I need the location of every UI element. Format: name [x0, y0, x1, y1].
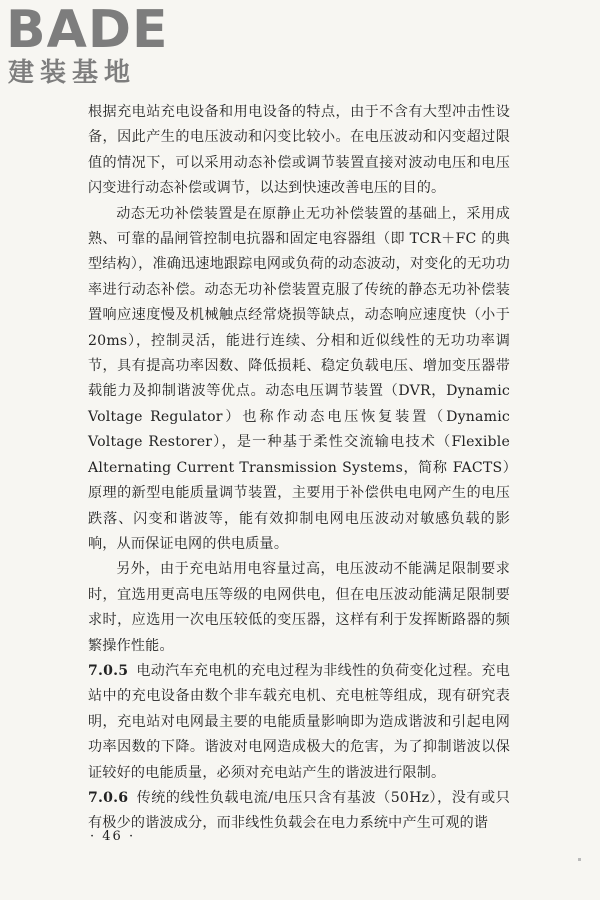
paragraph-1: [88, 100, 510, 202]
paragraph-text: 动态无功补偿装置是在原静止无功补偿装置的基础上，采用成熟、可靠的晶闸管控制电抗器和固定电容器组（即 TCR＋FC 的典型结构），准确迅速地跟踪电网或负荷的动态波动，对变化的无功功率进行动态补偿。动态无功补偿装置克服了传统的静态无功补偿装置响应速度慢及机械触点经常烧损等缺点，动态响应速度快（小于 20ms），控制灵活，能进行连续、分相和近似线性的无功功率调节，具有提高功率因数、降低损耗、稳定负载电压、增加变压器带载能力及抑制谐波等优点。动态电压调节装置（DVR，Dynamic Voltage Regulator）也称作动态电压恢复装置（Dynamic Voltage Restorer），是一种基于柔性交流输电技术（Flexible Alternating Current Transmission Systems，简称 FACTS）原理的新型电能质量调节装置，主要用于补偿供电电网产生的电压跌落、闪变和谐波等，能有效抑制电网电压波动对敏感负载的影响，从而保证电网的供电质量。: [88, 205, 510, 552]
logo-subtitle: 建装基地: [8, 58, 137, 88]
clause-number: 7.0.5: [88, 662, 129, 679]
clause-7-0-5: [88, 659, 510, 786]
clause-7-0-6: [88, 786, 510, 837]
paragraph-2: [88, 202, 510, 558]
paragraph-text: 电动汽车充电机的充电过程为非线性的负荷变化过程。充电站中的充电设备由数个非车载充电机、充电桩等组成，现有研究表明，充电站对电网最主要的电能质量影响即为造成谐波和引起电网功率因数的下降。谐波对电网造成极大的危害，为了抑制谐波以保证较好的电能质量，必须对充电站产生的谐波进行限制。: [88, 662, 510, 781]
paragraph-text: 另外，由于充电站用电容量过高，电压波动不能满足限制要求时，宜选用更高电压等级的电网供电，但在电压波动能满足限制要求时，应选用一次电压较低的变压器，这样有利于发挥断路器的频繁操作性能。: [88, 561, 510, 654]
logo-wordmark: BADE: [6, 0, 169, 60]
scan-speck: [578, 858, 581, 861]
clause-number: 7.0.6: [88, 789, 129, 806]
page-body: [88, 100, 510, 837]
paragraph-text: 根据充电站充电设备和用电设备的特点，由于不含有大型冲击性设备，因此产生的电压波动和闪变比较小。在电压波动和闪变超过限值的情况下，可以采用动态补偿或调节装置直接对波动电压和电压闪变进行动态补偿或调节，以达到快速改善电压的目的。: [88, 104, 510, 197]
paragraph-text: 传统的线性负载电流/电压只含有基波（50Hz），没有或只有极少的谐波成分，而非线性负载会在电力系统中产生可观的谐: [88, 789, 510, 832]
bade-logo: [6, 2, 176, 94]
page-number: · 46 ·: [90, 829, 136, 844]
paragraph-3: [88, 557, 510, 659]
